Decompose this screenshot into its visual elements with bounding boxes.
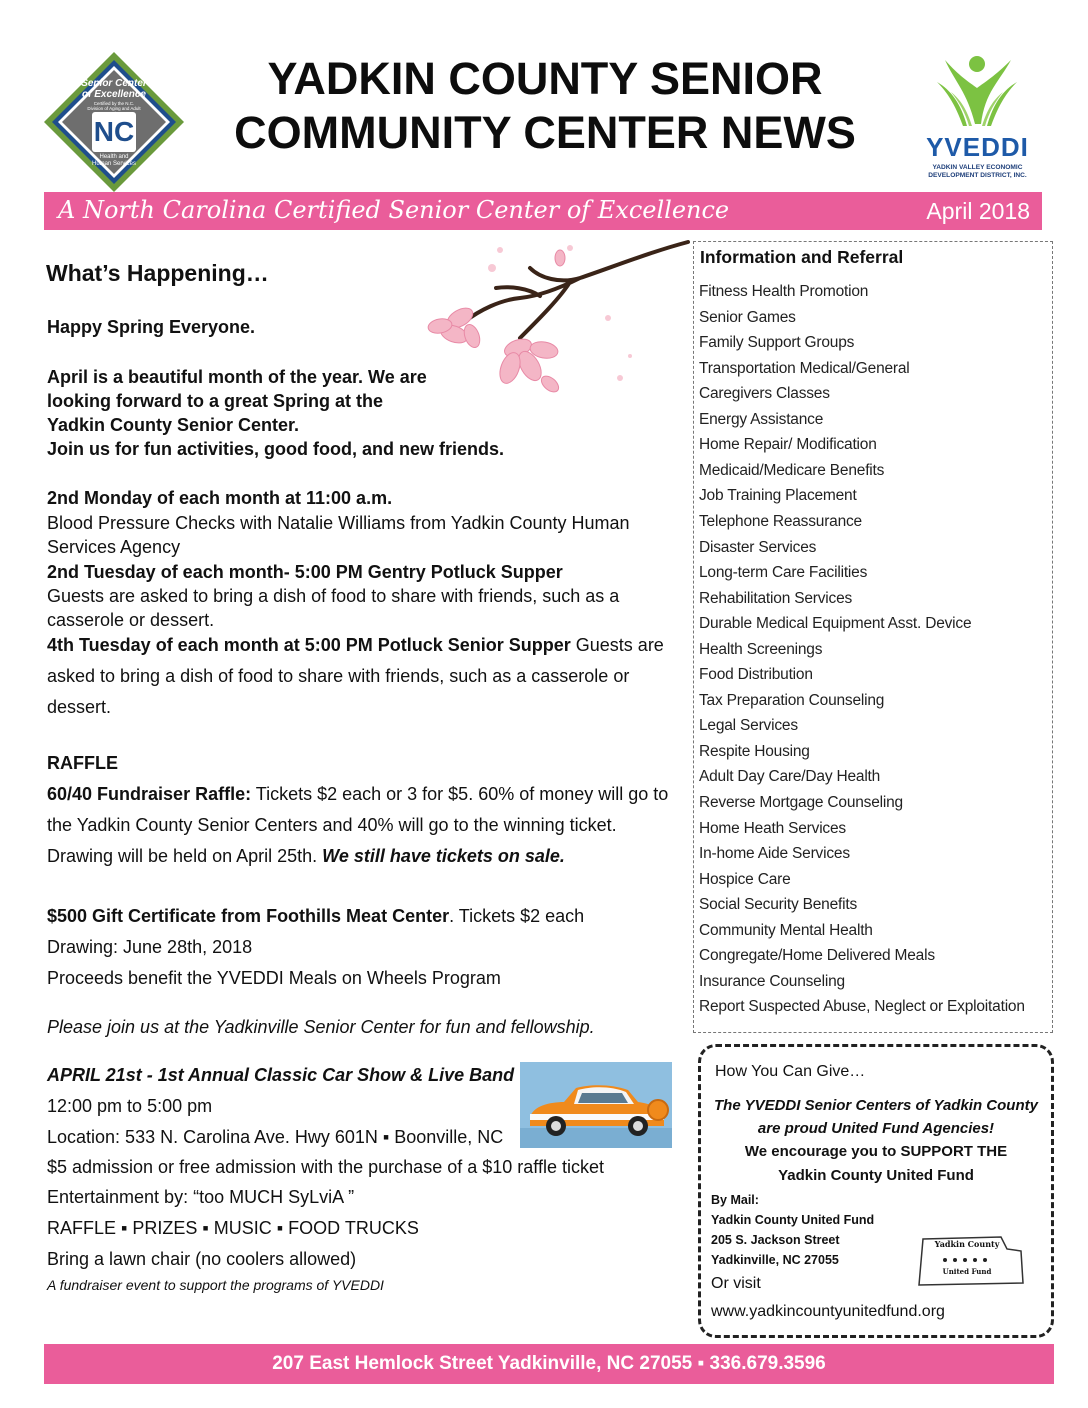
title-line1: YADKIN COUNTY SENIOR bbox=[267, 53, 823, 104]
info-list-item: Food Distribution bbox=[699, 666, 813, 684]
info-list-item: Congregate/Home Delivered Meals bbox=[699, 947, 935, 965]
information-referral-box bbox=[693, 241, 1053, 1033]
logo-word: YVEDDI bbox=[926, 132, 1029, 162]
event1-line: Blood Pressure Checks with Natalie Williams from Yadkin County Human bbox=[47, 513, 630, 533]
give-mail-label: By Mail: bbox=[711, 1193, 759, 1207]
yveddi-figure-icon bbox=[915, 52, 1040, 132]
how-you-can-give-box bbox=[698, 1044, 1054, 1338]
raffle-line2: the Yadkin County Senior Centers and 40% will go to the winning ticket. bbox=[47, 815, 617, 835]
info-list-item: Respite Housing bbox=[699, 742, 810, 760]
seal-cert: Certified by the N.C. Division of Aging and Adult bbox=[87, 101, 141, 111]
give-title: How You Can Give… bbox=[715, 1063, 866, 1080]
intro-line: April is a beautiful month of the year. We are bbox=[47, 367, 427, 387]
nc-emblem bbox=[92, 112, 136, 152]
event3-tail: Guests are bbox=[570, 635, 664, 655]
footer-address: 207 East Hemlock Street Yadkinville, NC 27055 ▪ 336.679.3596 bbox=[272, 1353, 826, 1374]
info-list-item: Rehabilitation Services bbox=[699, 589, 853, 607]
raffle-line3a: Drawing will be held on April 25th. bbox=[47, 846, 323, 866]
uf-logo1: Yadkin County bbox=[934, 1239, 1000, 1249]
event3-line: dessert. bbox=[47, 697, 112, 717]
info-list-item: Home Heath Services bbox=[699, 819, 846, 837]
title-line2: COMMUNITY CENTER NEWS bbox=[234, 107, 856, 158]
seal-dept1: Health and bbox=[99, 154, 129, 160]
raffle-bold: 60/40 Fundraiser Raffle: bbox=[47, 784, 252, 804]
car-show-features: RAFFLE ▪ PRIZES ▪ MUSIC ▪ FOOD TRUCKS bbox=[47, 1218, 419, 1238]
give-or-visit: Or visit bbox=[711, 1275, 761, 1292]
give-line2: are proud United Fund Agencies! bbox=[757, 1120, 995, 1137]
car-show-time: 12:00 pm to 5:00 pm bbox=[47, 1096, 213, 1116]
event3-title: 4th Tuesday of each month at 5:00 PM Potluck Senior Supper bbox=[47, 635, 571, 655]
info-list-item: Fitness Health Promotion bbox=[699, 283, 869, 300]
info-list-item: Home Repair/ Modification bbox=[699, 436, 877, 454]
gift-bold: $500 Gift Certificate from Foothills Meat Center bbox=[47, 906, 450, 926]
issue-date: April 2018 bbox=[926, 198, 1030, 224]
event3-line: asked to bring a dish of food to share with friends, such as a casserole or bbox=[47, 666, 630, 686]
give-line4: Yadkin County United Fund bbox=[778, 1167, 974, 1184]
info-list-item: Family Support Groups bbox=[699, 334, 855, 352]
raffle-line3b: We still have tickets on sale. bbox=[322, 846, 565, 866]
info-list-item: Caregivers Classes bbox=[699, 385, 830, 403]
tagline-banner bbox=[44, 192, 1042, 230]
raffle-line1 bbox=[47, 782, 668, 806]
section-heading-whats-happening: What’s Happening… bbox=[46, 260, 269, 286]
tagline: A North Carolina Certified Senior Center of Excellence bbox=[58, 196, 730, 224]
greeting: Happy Spring Everyone. bbox=[47, 317, 256, 337]
seal-line1: Senior Center bbox=[81, 78, 147, 89]
info-list-item: In-home Aide Services bbox=[699, 845, 850, 863]
car-show-admission: $5 admission or free admission with the purchase of a $10 raffle ticket bbox=[47, 1157, 604, 1177]
gift-line1 bbox=[47, 904, 584, 928]
gift-line3: Proceeds benefit the YVEDDI Meals on Wheels Program bbox=[47, 968, 501, 988]
info-list-item: Long-term Care Facilities bbox=[699, 564, 868, 582]
car-show-note: A fundraiser event to support the programs of YVEDDI bbox=[47, 1277, 384, 1293]
give-mail3: Yadkinville, NC 27055 bbox=[711, 1253, 839, 1267]
raffle-text: Tickets $2 each or 3 for $5. 60% of money will go to bbox=[251, 784, 669, 804]
gift-line2: Drawing: June 28th, 2018 bbox=[47, 937, 253, 957]
logo-sub2: DEVELOPMENT DISTRICT, INC. bbox=[928, 172, 1027, 179]
give-mail2: 205 S. Jackson Street bbox=[711, 1233, 840, 1247]
event1-line: Services Agency bbox=[47, 537, 181, 557]
newsletter-title bbox=[200, 52, 890, 160]
give-line3: We encourage you to SUPPORT THE bbox=[744, 1143, 1008, 1160]
give-mail1: Yadkin County United Fund bbox=[711, 1213, 875, 1227]
info-title: Information and Referral bbox=[700, 247, 904, 267]
seal-line2: of Excellence bbox=[82, 89, 146, 100]
give-line1: The YVEDDI Senior Centers of Yadkin County bbox=[714, 1097, 1038, 1114]
info-list-item: Community Mental Health bbox=[699, 921, 873, 939]
info-list-item: Insurance Counseling bbox=[699, 972, 845, 990]
car-show-entertainment: Entertainment by: “too MUCH SyLviA ” bbox=[47, 1187, 355, 1207]
give-url[interactable]: www.yadkincountyunitedfund.org bbox=[711, 1303, 945, 1320]
info-list-item: Health Screenings bbox=[699, 640, 823, 658]
raffle-heading: RAFFLE bbox=[47, 753, 118, 773]
uf-logo2: United Fund bbox=[942, 1267, 992, 1276]
info-list-item: Senior Games bbox=[699, 308, 796, 326]
info-list-item: Telephone Reassurance bbox=[699, 512, 862, 530]
info-list-item: Legal Services bbox=[699, 717, 798, 735]
intro-line: looking forward to a great Spring at the bbox=[47, 391, 384, 411]
car-show-title: APRIL 21st - 1st Annual Classic Car Show & Live Band bbox=[47, 1065, 515, 1085]
raffle-line3 bbox=[47, 844, 565, 868]
info-list-item: Hospice Care bbox=[699, 870, 791, 888]
footer-banner bbox=[44, 1344, 1054, 1384]
join-us: Please join us at the Yadkinville Senior Center for fun and fellowship. bbox=[47, 1017, 595, 1037]
senior-center-excellence-seal bbox=[42, 50, 186, 194]
car-show-location: Location: 533 N. Carolina Ave. Hwy 601N ▪ Boonville, NC bbox=[47, 1127, 504, 1147]
info-list-item: Report Suspected Abuse, Neglect or Exploitation bbox=[699, 998, 1025, 1016]
yveddi-logo bbox=[915, 52, 1040, 187]
info-list-item: Job Training Placement bbox=[699, 487, 857, 505]
logo-sub1: YADKIN VALLEY ECONOMIC bbox=[932, 164, 1023, 171]
event2-title: 2nd Tuesday of each month- 5:00 PM Gentry Potluck Supper bbox=[47, 562, 563, 582]
seal-dept2: Human Services bbox=[91, 161, 136, 167]
event3-title-row bbox=[47, 633, 664, 657]
info-list-item: Energy Assistance bbox=[699, 410, 824, 428]
united-fund-logo bbox=[915, 1233, 1027, 1289]
info-list-item: Tax Preparation Counseling bbox=[699, 691, 885, 709]
info-list-item: Reverse Mortgage Counseling bbox=[699, 794, 903, 811]
seal-nc: NC bbox=[93, 116, 135, 147]
event2-line: casserole or dessert. bbox=[47, 610, 215, 630]
info-list-item: Disaster Services bbox=[699, 538, 817, 556]
cherry-blossom-branch bbox=[420, 238, 690, 438]
info-list-item: Durable Medical Equipment Asst. Device bbox=[699, 615, 972, 633]
info-list-item: Adult Day Care/Day Health bbox=[699, 768, 881, 786]
info-list-item: Transportation Medical/General bbox=[699, 359, 910, 377]
car-show-chair: Bring a lawn chair (no coolers allowed) bbox=[47, 1249, 357, 1269]
event2-line: Guests are asked to bring a dish of food to share with friends, such as a bbox=[47, 586, 620, 606]
intro-line: Yadkin County Senior Center. bbox=[47, 415, 300, 435]
info-list-item: Medicaid/Medicare Benefits bbox=[699, 461, 885, 479]
event1-title: 2nd Monday of each month at 11:00 a.m. bbox=[47, 488, 393, 508]
info-list-item: Social Security Benefits bbox=[699, 896, 858, 914]
intro-line: Join us for fun activities, good food, and new friends. bbox=[47, 439, 505, 459]
gift-text: . Tickets $2 each bbox=[449, 906, 585, 926]
classic-car-image bbox=[520, 1062, 672, 1148]
